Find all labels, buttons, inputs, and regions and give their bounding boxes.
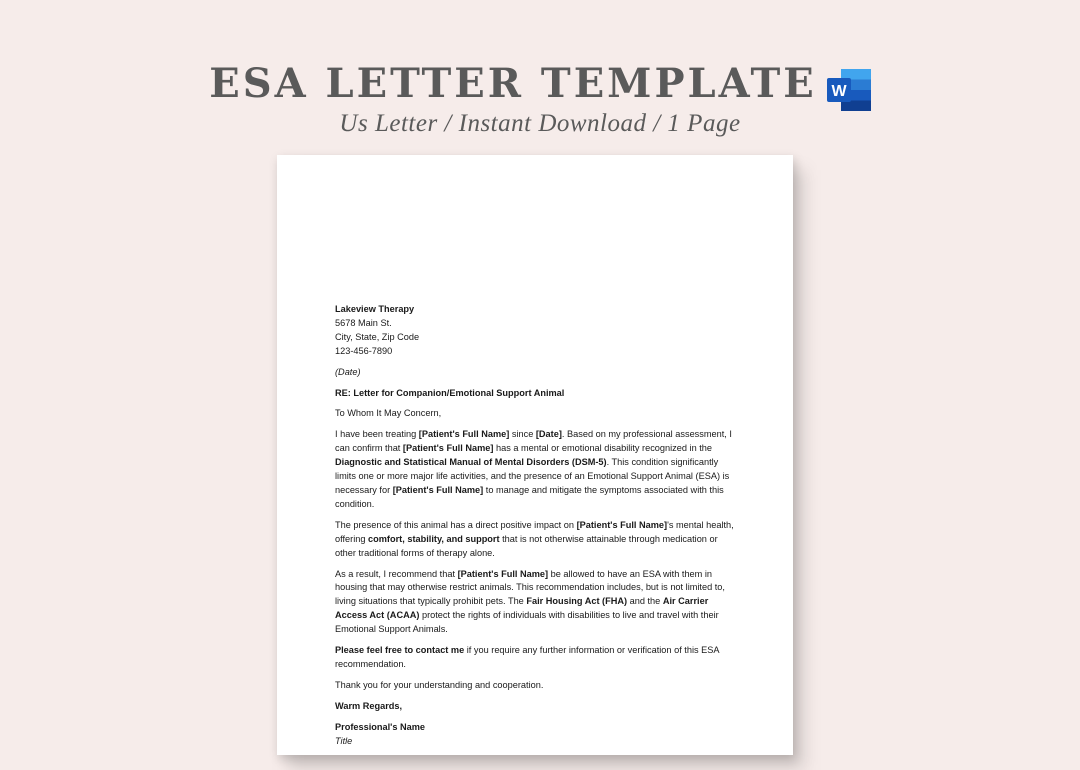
word-icon-letter: W — [831, 83, 847, 100]
phone-number: 123-456-7890 — [335, 345, 393, 356]
salutation: To Whom It May Concern, — [335, 408, 442, 419]
letter-date: (Date) — [335, 366, 361, 377]
address-line-1: 5678 Main St. — [335, 317, 392, 328]
address-line-2: City, State, Zip Code — [335, 331, 420, 342]
paragraph-1: I have been treating [Patient's Full Name] since [Date]. Based on my professional assessment, I can confirm that [Patient's Full Name] has a mental or emotional disability recognized in the Diagnostic and Statistical Manual of Mental Disorders (DSM-5). This condition significantly limits one or more major life activities, and the presence of an Emotional Support Animal (ESA) is necessary for [Patient's Full Name] to manage and mitigate the symptoms associated with this condition. — [335, 429, 732, 509]
microsoft-word-icon — [827, 69, 871, 111]
paragraph-3: As a result, I recommend that [Patient's Full Name] be allowed to have an ESA with them in housing that may otherwise restrict animals. This recommendation includes, but is not limited to, living situations that typically prohibit pets. The Fair Housing Act (FHA) and the Air Carrier Access Act (ACAA) protect the rights of individuals with disabilities to live and travel with their Emotional Support Animals. — [335, 568, 725, 635]
header — [0, 58, 1080, 138]
page-subtitle: Us Letter / Instant Download / 1 Page — [339, 110, 741, 137]
letterhead — [335, 303, 735, 359]
page-title: ESA LETTER TEMPLATE — [209, 60, 817, 107]
paragraph-4: Please feel free to contact me if you require any further information or verification of this ESA recommendation. — [335, 645, 720, 669]
signer-name: Professional's Name — [335, 721, 426, 732]
signer-title: Title — [335, 735, 353, 746]
paragraph-2: The presence of this animal has a direct positive impact on [Patient's Full Name]'s mental health, offering comfort, stability, and support that is not otherwise attainable through medication or other traditional forms of therapy alone. — [335, 519, 734, 558]
signature-block — [335, 721, 735, 749]
closing: Warm Regards, — [335, 700, 403, 711]
thanks-line: Thank you for your understanding and cooperation. — [335, 679, 544, 690]
title-row — [0, 58, 1080, 110]
letter-body — [335, 303, 735, 748]
re-line: RE: Letter for Companion/Emotional Support Animal — [335, 387, 565, 398]
org-name: Lakeview Therapy — [335, 304, 415, 314]
document-page — [277, 155, 793, 755]
